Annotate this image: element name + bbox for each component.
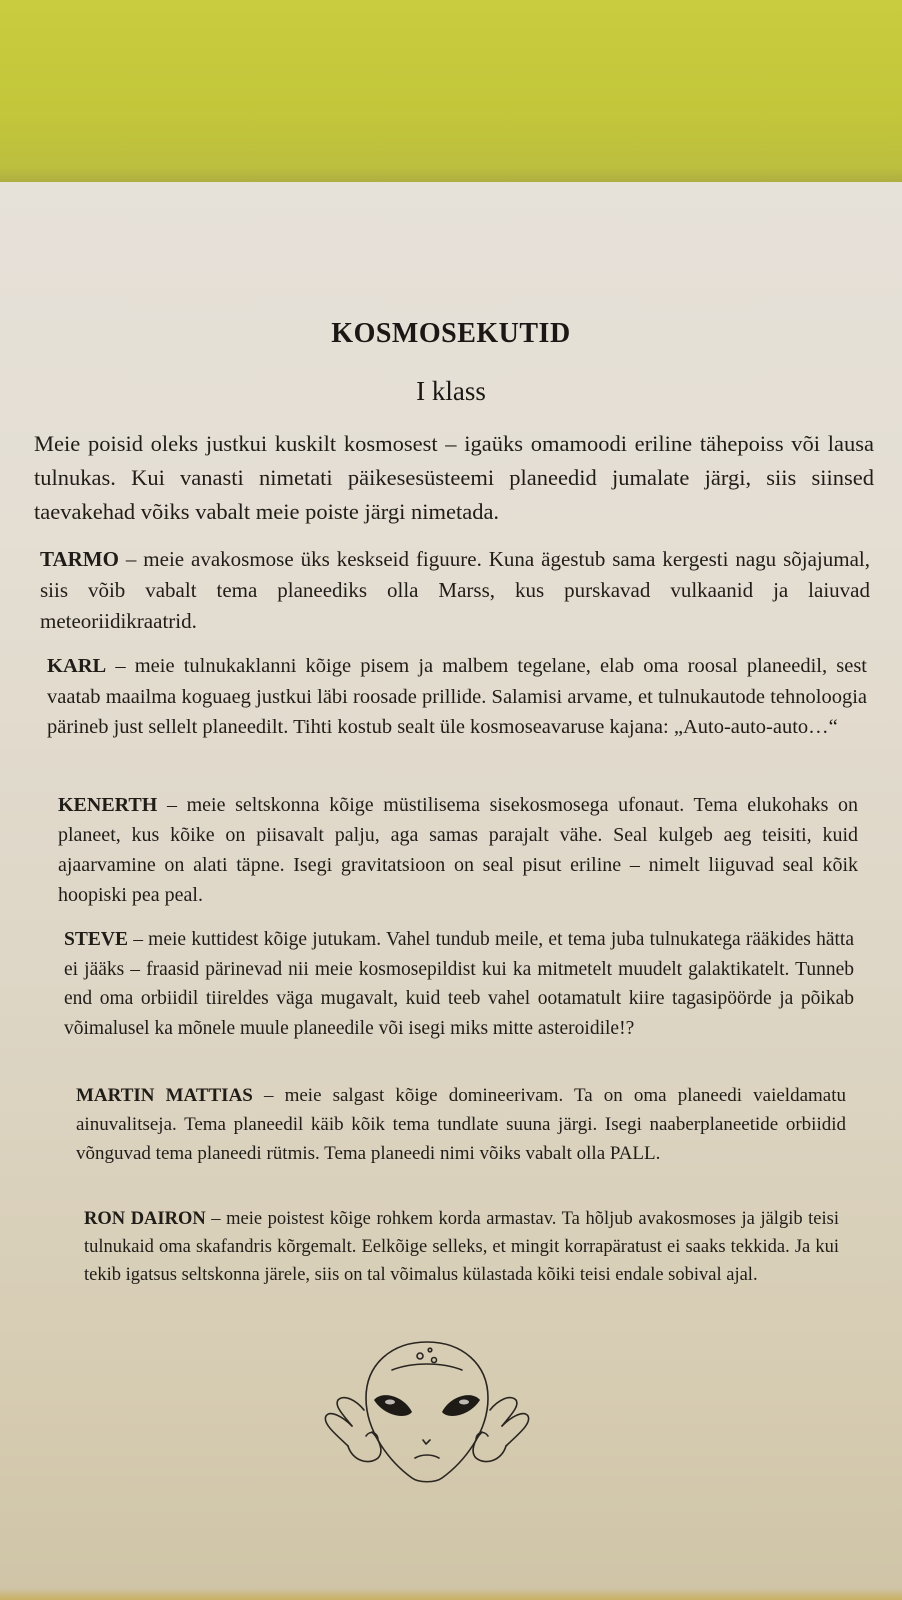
section-name: RON DAIRON — [84, 1209, 206, 1229]
section-name: TARMO — [40, 547, 119, 571]
section-tarmo — [40, 544, 870, 637]
section-name: KARL — [47, 655, 107, 677]
section-kenerth — [58, 790, 858, 910]
section-name: KENERTH — [58, 794, 158, 816]
document-subtitle: I klass — [416, 376, 486, 406]
section-text: – meie kuttidest kõige jutukam. Vahel tundub meile, et tema juba tulnukatega rääkides hätta ei jääks – fraasid pärinevad nii meie kosmosepildist kui ka mitmetelt muudelt galaktikatelt. Tunneb end oma orbiidil tiireldes väga mugavalt, kuid teeb vahel ootamatult kiire tagasipöörde ja põikab võimalusel ka mõnele muule planeedile või isegi miks mitte asteroidile!? — [64, 929, 854, 1039]
section-martin-mattias — [76, 1081, 846, 1168]
section-text: – meie salgast kõige domineerivam. Ta on oma planeedi vaieldamatu ainuvalitseja. Tema planeedil käib kõik tema tundlate suuna järgi. Isegi naaberplaneetide orbiidid võnguvad tema planeedi rütmis. Tema planeedi nimi võiks vabalt olla PALL. — [76, 1085, 846, 1164]
alien-peace-sign-icon — [322, 1340, 532, 1490]
section-ron-dairon — [84, 1205, 839, 1289]
section-steve — [64, 925, 854, 1043]
section-text: – meie avakosmose üks keskseid figuure. Kuna ägestub sama kergesti nagu sõjajumal, siis võib vabalt tema planeediks olla Marss, kus purskavad vulkaanid ja laiuvad meteoriidikraatrid. — [40, 547, 870, 633]
section-text: – meie poistest kõige rohkem korda armastav. Ta hõljub avakosmoses ja jälgib teisi tulnukaid oma skafandris kõrgemalt. Eelkõige selleks, et mingit korrapäratust ei saaks tekkida. Ja kui tekib igatsus seltskonna järele, siis on tal võimalus külastada kõiki teisi endale sobival ajal. — [84, 1209, 839, 1285]
section-text: – meie seltskonna kõige müstilisema sisekosmosega ufonaut. Tema elukohaks on planeet, kus kõike on piisavalt palju, aga samas parajalt vähe. Seal kulgeb aeg teisiti, kuid ajaarvamine on alati täpne. Isegi gravitatsioon on seal pisut eriline – nimelt liiguvad seal kõik hoopiski pea peal. — [58, 794, 858, 906]
section-text: – meie tulnukaklanni kõige pisem ja malbem tegelane, elab oma roosal planeedil, sest vaatab maailma koguaeg justkui läbi roosade prillide. Salamisi arvame, et tulnukautode tehnoloogia pärineb just sellelt planeedilt. Tihti kostub sealt üle kosmoseavaruse kajana: „Auto-auto-auto…“ — [47, 655, 867, 738]
intro-paragraph: Meie poisid oleks justkui kuskilt kosmosest – igaüks omamoodi eriline tähepoiss või lausa tulnukas. Kui vanasti nimetati päikesesüsteemi planeedid jumalate järgi, siis siinsed taevakehad võiks vabalt meie poiste järgi nimetada. — [34, 431, 874, 524]
section-karl — [47, 651, 867, 743]
document-title: KOSMOSEKUTID — [331, 318, 571, 349]
section-name: STEVE — [64, 929, 128, 950]
paper-bottom-edge — [0, 1588, 902, 1600]
section-name: MARTIN MATTIAS — [76, 1085, 253, 1106]
yellow-wall — [0, 0, 902, 190]
